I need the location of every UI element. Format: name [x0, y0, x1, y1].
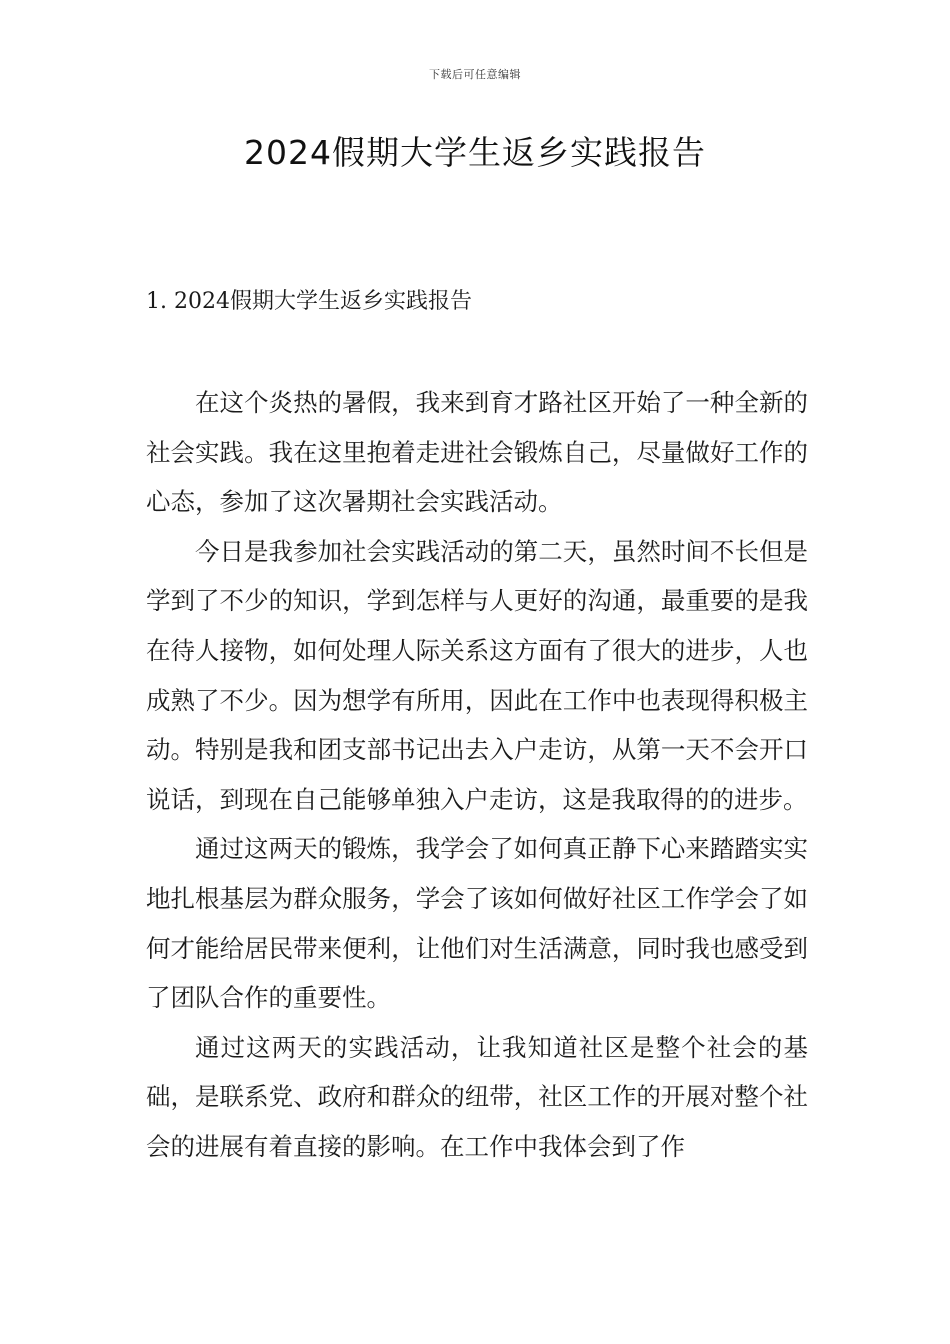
paragraph-3: 通过这两天的锻炼，我学会了如何真正静下心来踏踏实实地扎根基层为群众服务，学会了该如何做好社区工作学会了如何才能给居民带来便利，让他们对生活满意，同时我也感受到了团队合作的重要性。 — [146, 834, 808, 1013]
paragraph-2: 今日是我参加社会实践活动的第二天，虽然时间不长但是学到了不少的知识，学到怎样与人更好的沟通，最重要的是我在待人接物，如何处理人际关系这方面有了很大的进步，人也成熟了不少。因为想学有所用，因此在工作中也表现得积极主动。特别是我和团支部书记出去入户走访，从第一天不会开口说话，到现在自己能够单独入户走访，这是我取得的的进步。 — [146, 536, 808, 814]
document-title: 2024假期大学生返乡实践报告 — [244, 133, 706, 172]
paragraph-1: 在这个炎热的暑假，我来到育才路社区开始了一种全新的社会实践。我在这里抱着走进社会锻炼自己，尽量做好工作的心态，参加了这次暑期社会实践活动。 — [146, 388, 808, 517]
header-note: 下载后可任意编辑 — [429, 68, 521, 81]
body-text — [146, 378, 808, 1172]
paragraph-4: 通过这两天的实践活动，让我知道社区是整个社会的基础，是联系党、政府和群众的纽带，社区工作的开展对整个社会的进展有着直接的影响。在工作中我体会到了作 — [146, 1032, 808, 1161]
section-heading: 1. 2024假期大学生返乡实践报告 — [146, 289, 472, 314]
